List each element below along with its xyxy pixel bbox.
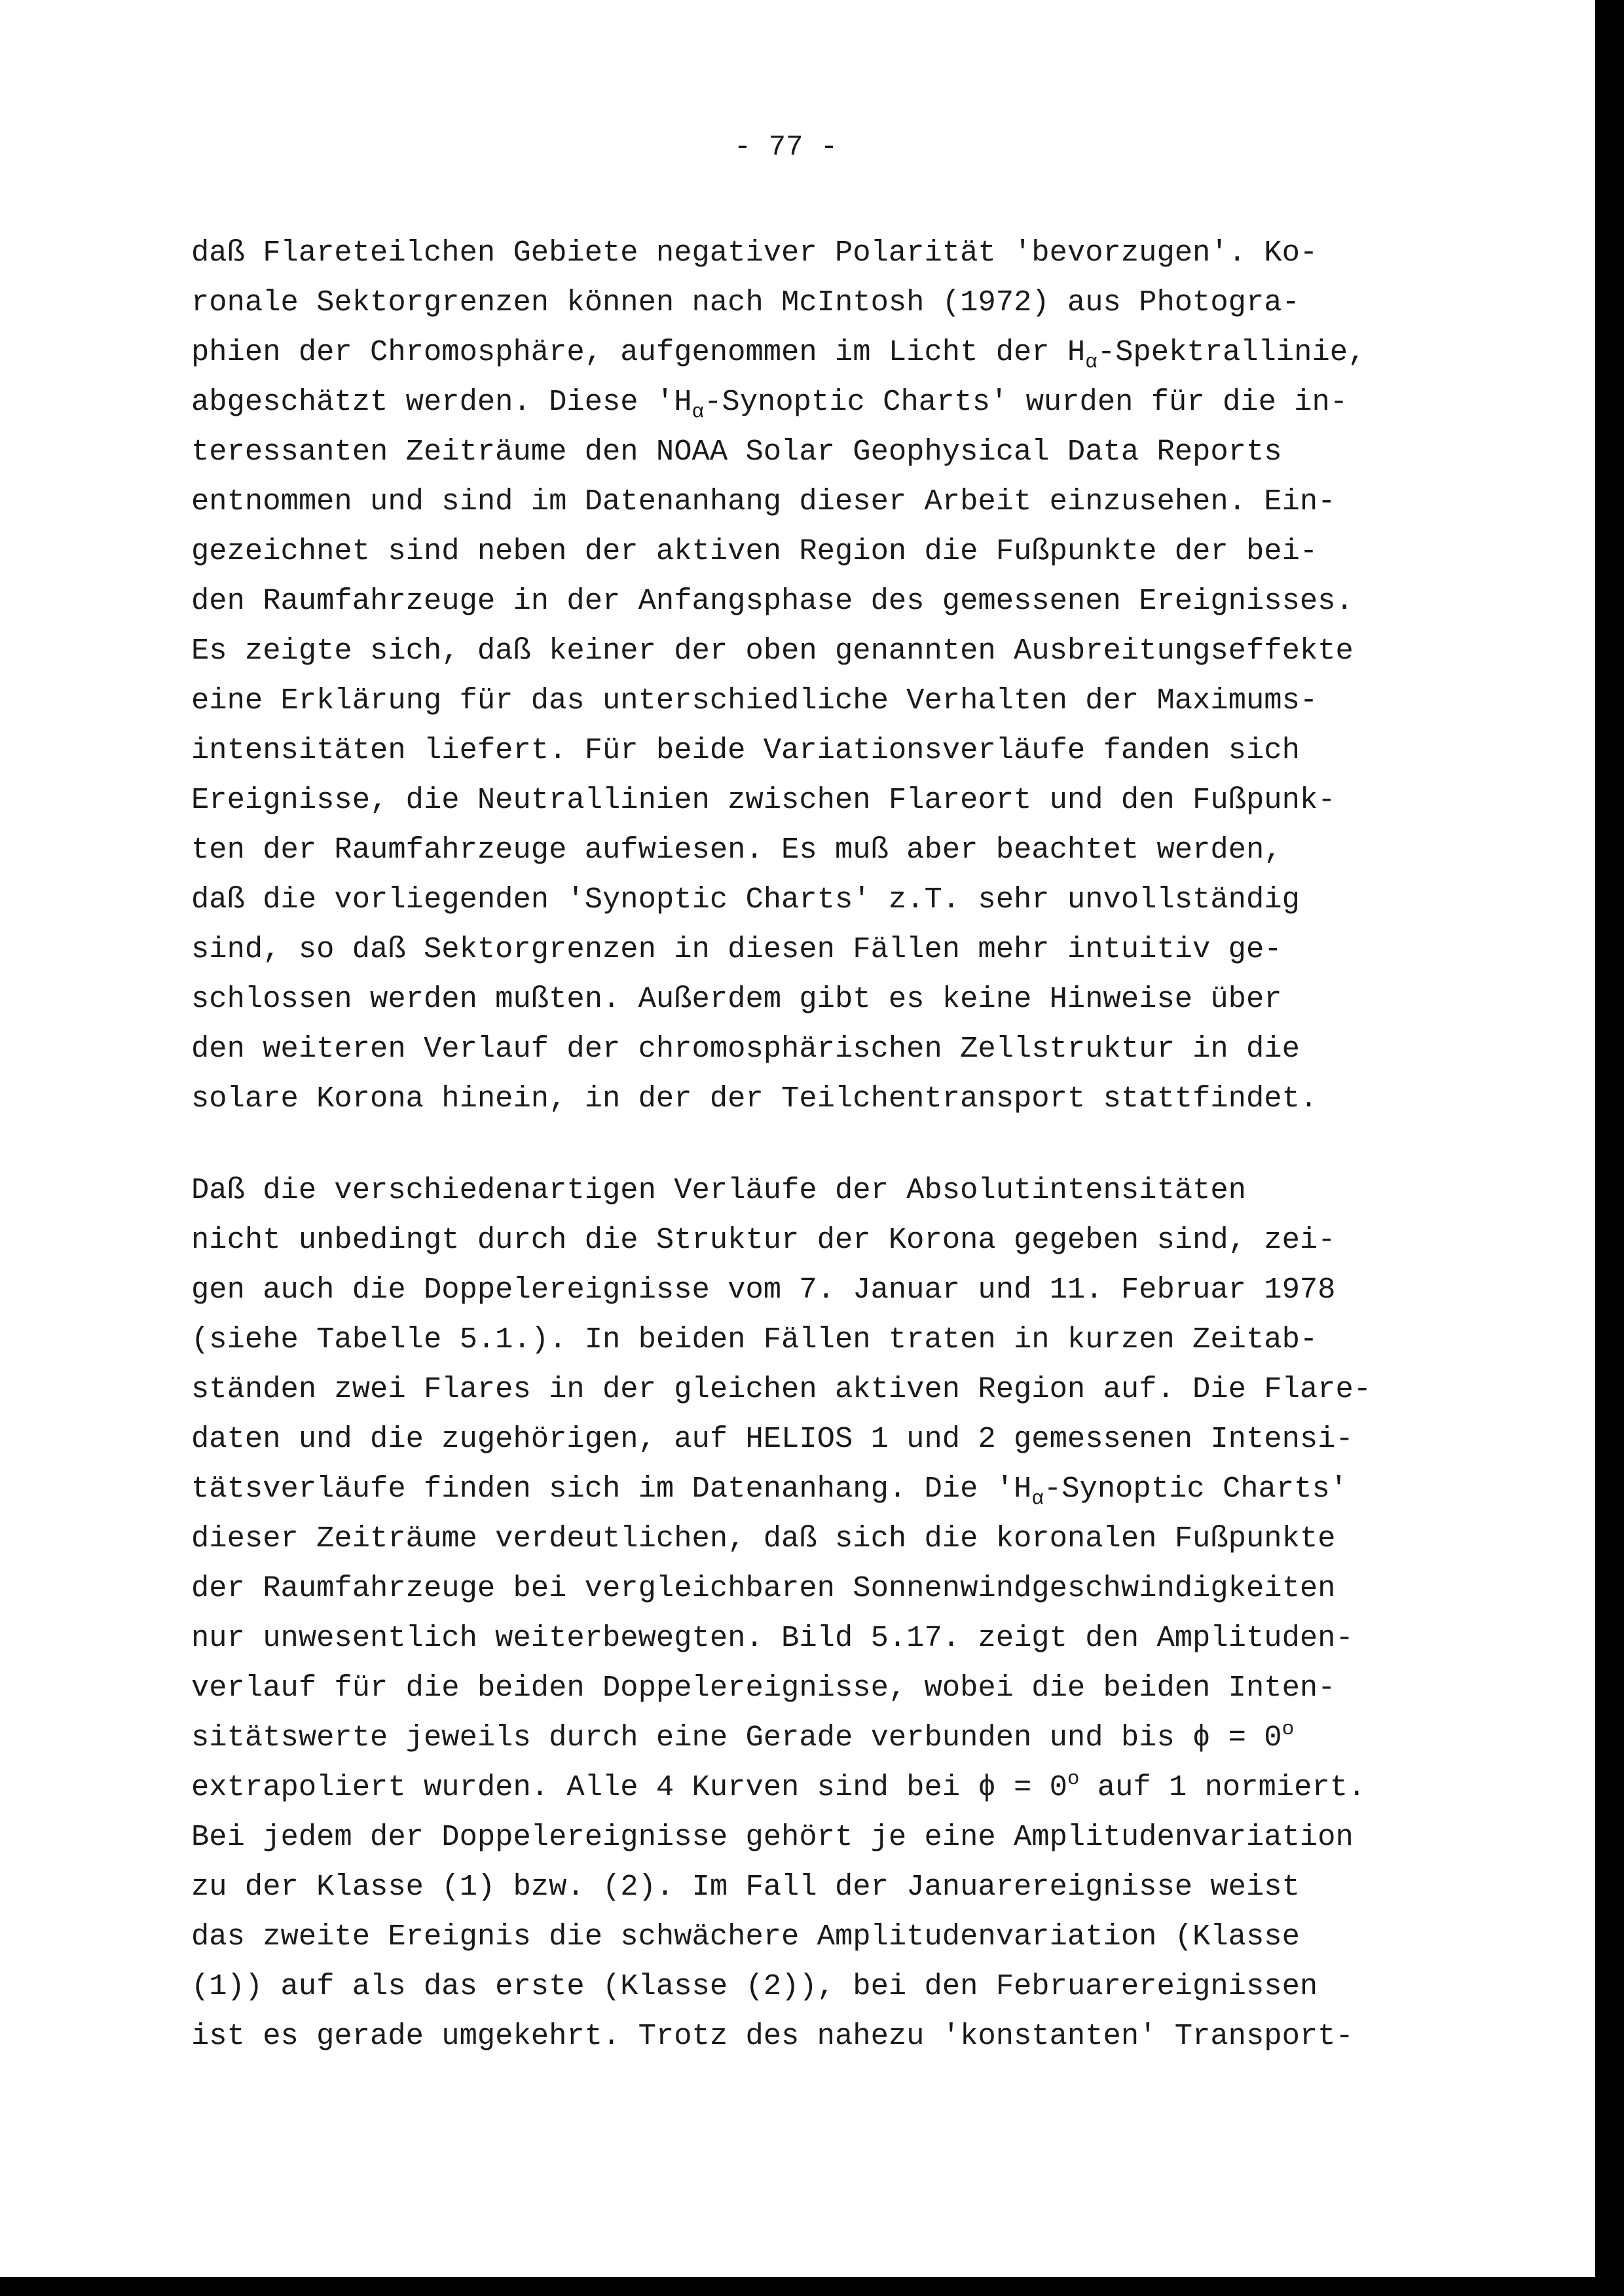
text-line: solare Korona hinein, in der der Teilchentransport stattfindet. xyxy=(191,1082,1318,1116)
text-line: ständen zwei Flares in der gleichen aktiven Region auf. Die Flare- xyxy=(191,1372,1372,1406)
text-fragment: abgeschätzt werden. Diese ' xyxy=(191,385,674,419)
text-fragment: phien der Chromosphäre, aufgenommen im Licht der xyxy=(191,335,1067,369)
text-line: verlauf für die beiden Doppelereignisse, wobei die beiden Inten- xyxy=(191,1671,1336,1705)
text-line: (siehe Tabelle 5.1.). In beiden Fällen traten in kurzen Zeitab- xyxy=(191,1322,1318,1357)
text-line: sind, so daß Sektorgrenzen in diesen Fällen mehr intuitiv ge- xyxy=(191,932,1282,966)
text-line: dieser Zeiträume verdeutlichen, daß sich die koronalen Fußpunkte xyxy=(191,1522,1336,1556)
text-line: zu der Klasse (1) bzw. (2). Im Fall der Januarereignisse weist xyxy=(191,1870,1300,1904)
text-line: den weiteren Verlauf der chromosphärischen Zellstruktur in die xyxy=(191,1032,1300,1066)
text-line xyxy=(191,1464,1553,1514)
page-number: - 77 - xyxy=(733,131,838,164)
text-line: Ereignisse, die Neutrallinien zwischen Flareort und den Fußpunk- xyxy=(191,783,1336,817)
h-alpha-symbol: $H_\alpha$ xyxy=(1067,335,1098,374)
text-line: (1)) auf als das erste (Klasse (2)), bei den Februarereignissen xyxy=(191,1969,1318,2003)
text-fragment: -Synoptic Charts' xyxy=(1043,1472,1348,1506)
text-line: entnommen und sind im Datenanhang dieser Arbeit einzusehen. Ein- xyxy=(191,484,1336,519)
text-line: Daß die verschiedenartigen Verläufe der Absolutintensitäten xyxy=(191,1173,1246,1207)
h-alpha-symbol: $H_\alpha$ xyxy=(674,385,705,424)
text-line: gezeichnet sind neben der aktiven Region die Fußpunkte der bei- xyxy=(191,534,1318,568)
text-line: ronale Sektorgrenzen können nach McIntosh (1972) aus Photogra- xyxy=(191,285,1300,319)
text-line: teressanten Zeiträume den NOAA Solar Geophysical Data Reports xyxy=(191,435,1282,469)
text-line xyxy=(191,1713,1553,1762)
text-line: schlossen werden mußten. Außerdem gibt es keine Hinweise über xyxy=(191,982,1282,1016)
text-line xyxy=(191,327,1553,377)
degree-symbol: o xyxy=(1282,1717,1295,1741)
text-line: Bei jedem der Doppelereignisse gehört je eine Amplitudenvariation xyxy=(191,1820,1354,1854)
text-line: nur unwesentlich weiterbewegten. Bild 5.17. zeigt den Amplituden- xyxy=(191,1621,1354,1655)
text-line: das zweite Ereignis die schwächere Amplitudenvariation (Klasse xyxy=(191,1920,1300,1954)
degree-symbol: o xyxy=(1067,1767,1080,1791)
text-line: intensitäten liefert. Für beide Variationsverläufe fanden sich xyxy=(191,733,1300,767)
paragraph-1 xyxy=(191,228,1553,1123)
text-line xyxy=(191,377,1553,427)
text-line: daß die vorliegenden 'Synoptic Charts' z.T. sehr unvollständig xyxy=(191,883,1300,917)
text-fragment: extrapoliert wurden. Alle 4 Kurven sind bei ϕ = 0 xyxy=(191,1770,1067,1804)
text-line: ten der Raumfahrzeuge aufwiesen. Es muß aber beachtet werden, xyxy=(191,833,1282,867)
text-fragment: sitätswerte jeweils durch eine Gerade verbunden und bis ϕ = 0 xyxy=(191,1721,1282,1755)
text-line: gen auch die Doppelereignisse vom 7. Januar und 11. Februar 1978 xyxy=(191,1273,1336,1307)
h-alpha-symbol: $H_\alpha$ xyxy=(1014,1472,1044,1510)
text-line: ist es gerade umgekehrt. Trotz des nahezu 'konstanten' Transport- xyxy=(191,2019,1354,2053)
text-line: nicht unbedingt durch die Struktur der Korona gegeben sind, zei- xyxy=(191,1223,1336,1257)
text-line: daß Flareteilchen Gebiete negativer Polarität 'bevorzugen'. Ko- xyxy=(191,236,1318,270)
paragraph-2 xyxy=(191,1165,1553,2061)
text-line: der Raumfahrzeuge bei vergleichbaren Sonnenwindgeschwindigkeiten xyxy=(191,1571,1336,1605)
text-line: eine Erklärung für das unterschiedliche Verhalten der Maximums- xyxy=(191,683,1318,718)
text-fragment: tätsverläufe finden sich im Datenanhang. Die ' xyxy=(191,1472,1014,1506)
text-fragment: -Synoptic Charts' wurden für die in- xyxy=(704,385,1348,419)
text-line: Es zeigte sich, daß keiner der oben genannten Ausbreitungseffekte xyxy=(191,634,1354,668)
text-fragment: -Spektrallinie, xyxy=(1097,335,1366,369)
text-fragment: auf 1 normiert. xyxy=(1079,1770,1366,1804)
text-line: daten und die zugehörigen, auf HELIOS 1 und 2 gemessenen Intensi- xyxy=(191,1422,1354,1456)
text-line: den Raumfahrzeuge in der Anfangsphase des gemessenen Ereignisses. xyxy=(191,584,1354,618)
text-line xyxy=(191,1762,1553,1812)
